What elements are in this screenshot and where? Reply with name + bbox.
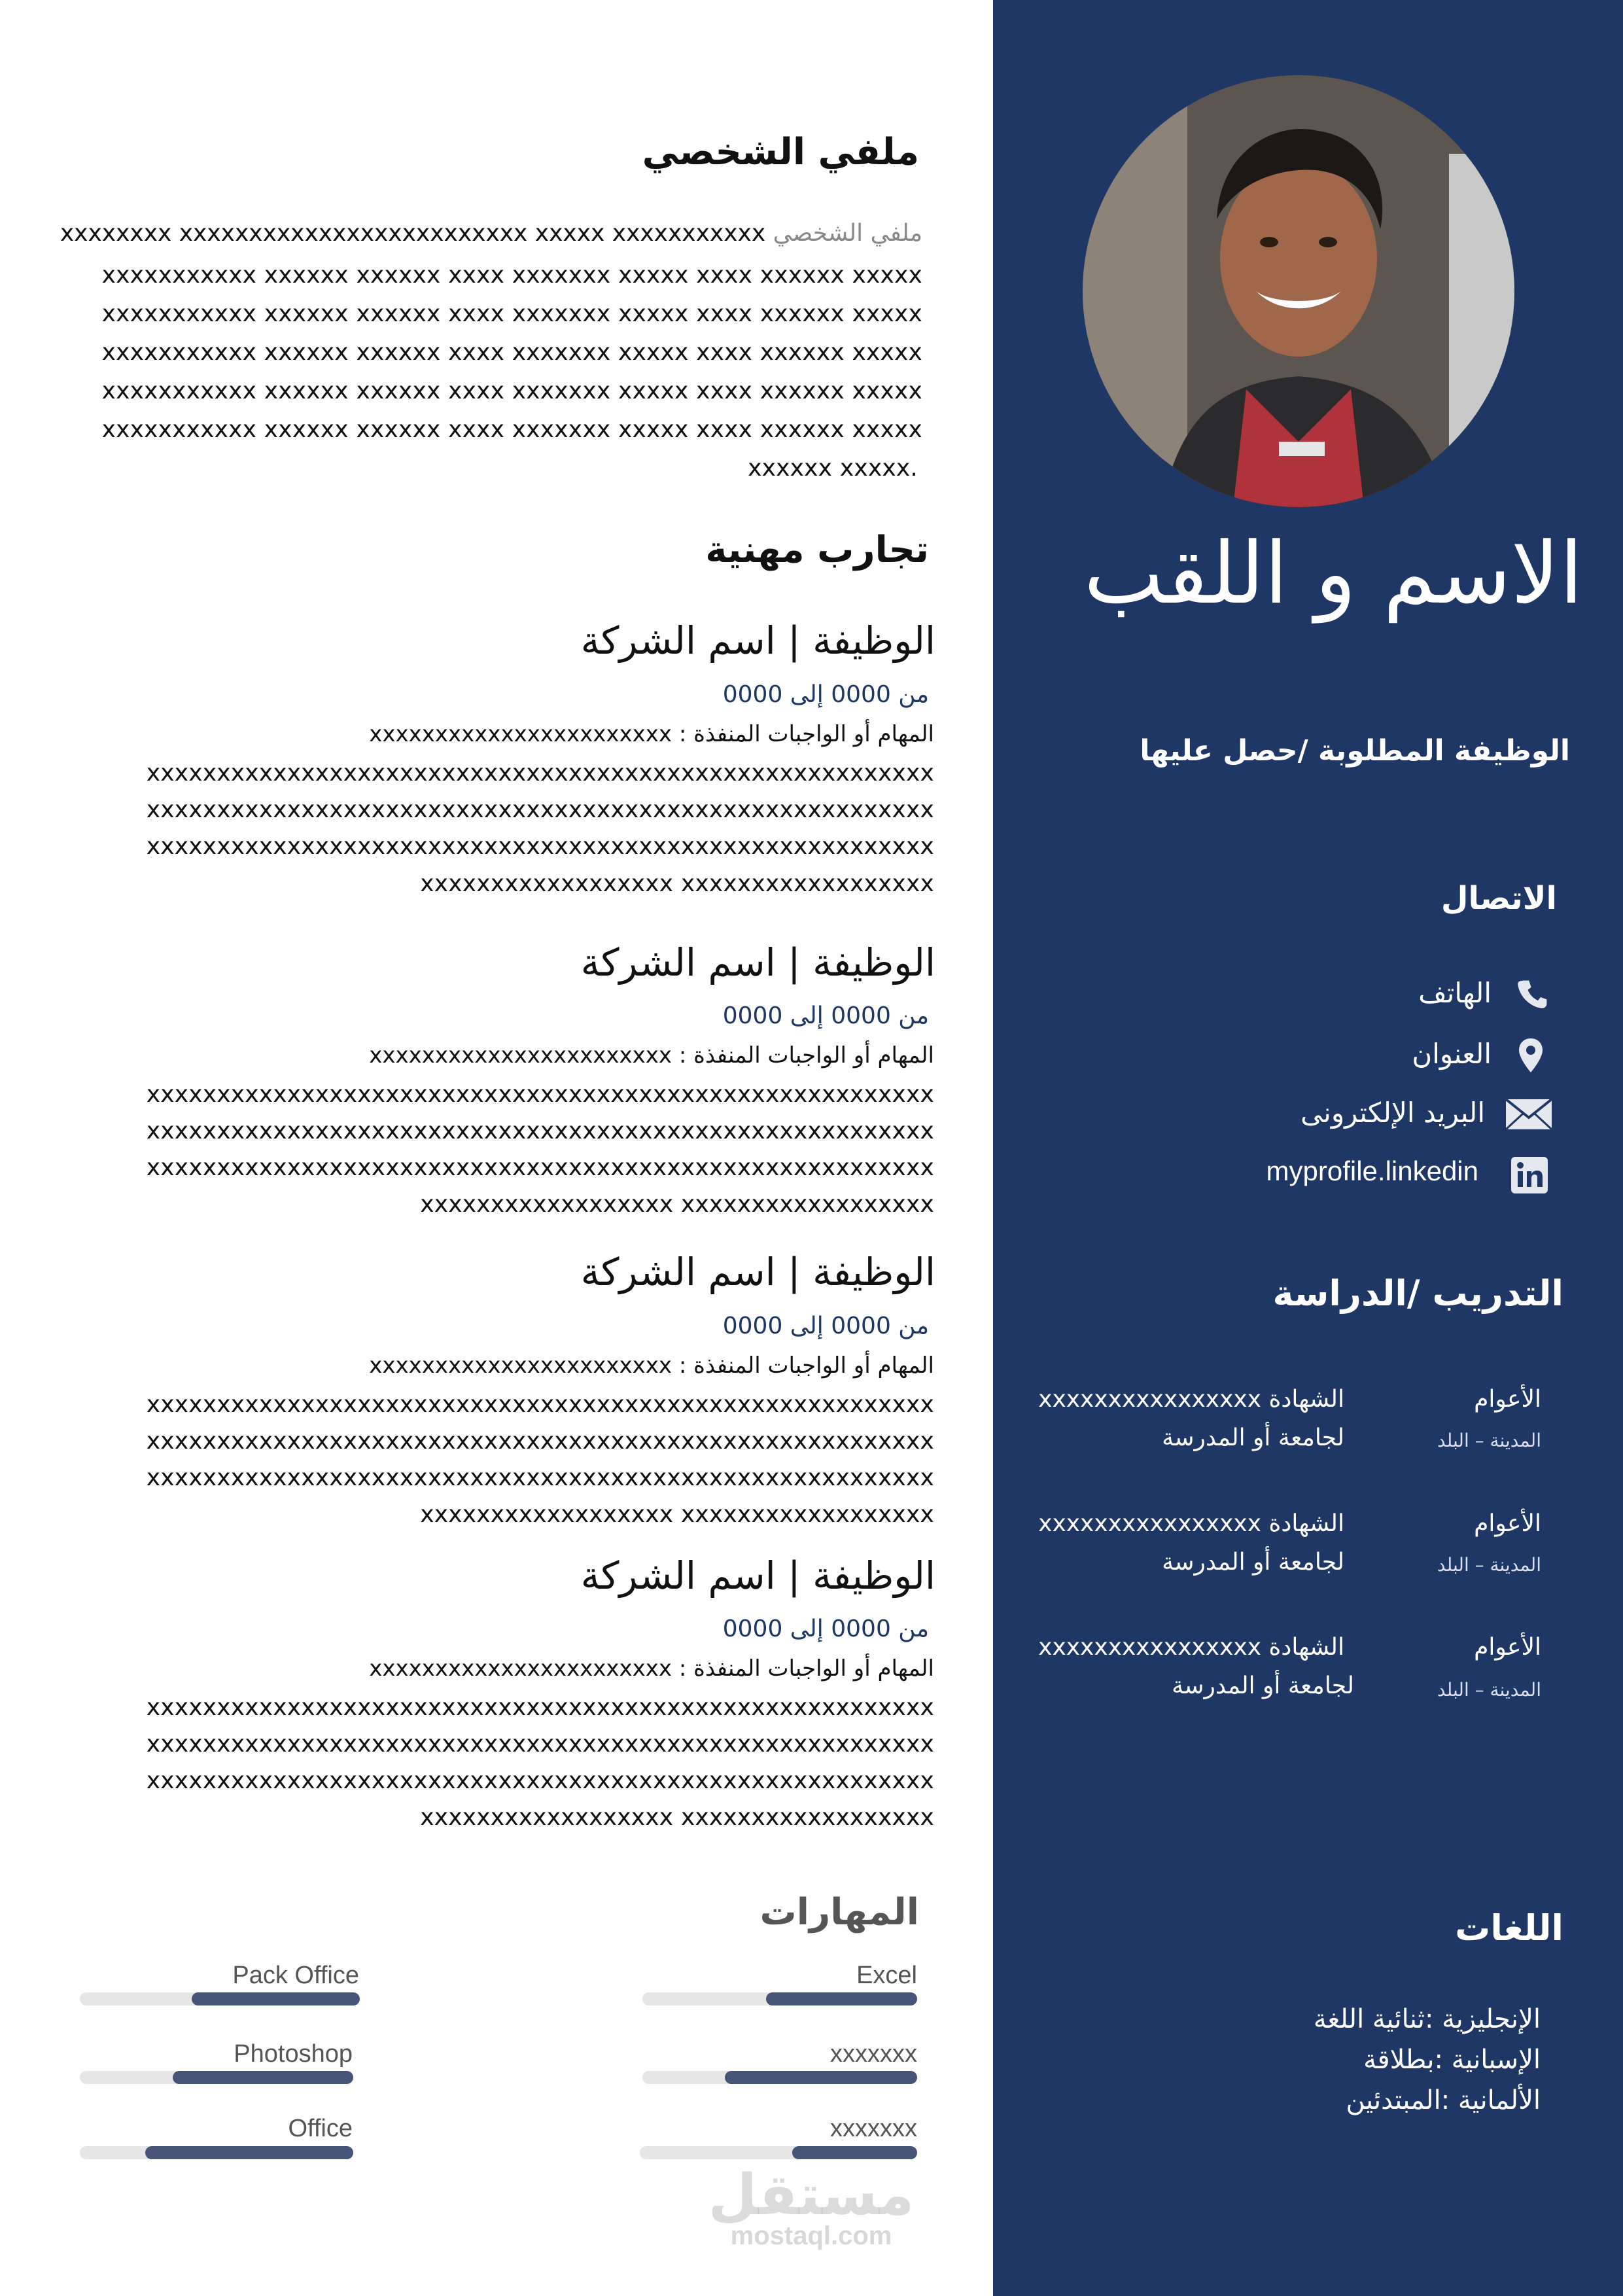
job-date: من 0000 إلى 0000 — [722, 1616, 929, 1642]
skills-heading: المهارات — [759, 1891, 919, 1934]
linkedin-label: myprofile.linkedin — [1266, 1156, 1478, 1186]
profile-line: xxxxxxxxxxx xxxxxx xxxxxx xxxx xxxxxxx xxxxx xxxx xxxxxx xxxxx — [101, 339, 922, 366]
job-line: xxxxxxxxxxxxxxxxxxxxxxxxxxxxxxxxxxxxxxxxxxxxxxxxxxxxxxxx — [146, 1731, 934, 1757]
education-years: الأعوام — [1474, 1510, 1541, 1537]
phone-icon — [1511, 975, 1550, 1014]
job-title: الوظيفة | اسم الشركة — [580, 1250, 935, 1294]
job-line: xxxxxxxxxxxxxxxxxx xxxxxxxxxxxxxxxxxx — [420, 1501, 934, 1528]
skill-label: Excel — [856, 1962, 917, 1989]
job-line: xxxxxxxxxxxxxxxxxxxxxxxxxxxxxxxxxxxxxxxxxxxxxxxxxxxxxxxx — [146, 1154, 934, 1181]
skill-bar-fill — [792, 2146, 917, 2159]
job-title: الوظيفة | اسم الشركة — [580, 618, 935, 663]
education-heading: التدريب /الدراسة — [1272, 1273, 1563, 1314]
job-date: من 0000 إلى 0000 — [722, 1313, 929, 1339]
skill-bar-track — [642, 1992, 917, 2005]
job-date: من 0000 إلى 0000 — [722, 1002, 929, 1029]
job-task: المهام أو الواجبات المنفذة : xxxxxxxxxxxxxxxxxxxxxxx — [369, 721, 934, 747]
education-degree: الشهادة xxxxxxxxxxxxxxxx — [1038, 1510, 1344, 1537]
contact-linkedin — [1204, 1150, 1557, 1196]
skill-bar-track — [80, 2071, 353, 2084]
profile-line: xxxxxxxxxxx xxxxxx xxxxxx xxxx xxxxxxx xxxxx xxxx xxxxxx xxxxx — [101, 300, 922, 327]
job-line: xxxxxxxxxxxxxxxxxxxxxxxxxxxxxxxxxxxxxxxxxxxxxxxxxxxxxxxx — [146, 760, 934, 786]
education-degree: الشهادة xxxxxxxxxxxxxxxx — [1038, 1634, 1344, 1661]
watermark-domain: mostaql.com — [730, 2221, 892, 2250]
education-degree: الشهادة xxxxxxxxxxxxxxxx — [1038, 1386, 1344, 1413]
job-line: xxxxxxxxxxxxxxxxxxxxxxxxxxxxxxxxxxxxxxxxxxxxxxxxxxxxxxxx — [146, 1391, 934, 1418]
email-label: البريد الإلكترونى — [1300, 1097, 1485, 1129]
contact-heading: الاتصال — [1440, 880, 1557, 917]
job-title: الوظيفة | اسم الشركة — [580, 940, 935, 985]
job-task: المهام أو الواجبات المنفذة : xxxxxxxxxxxxxxxxxxxxxxx — [369, 1042, 934, 1069]
job-date: من 0000 إلى 0000 — [722, 681, 929, 708]
profile-first-line — [60, 220, 922, 247]
profile-heading: ملفي الشخصي — [642, 131, 919, 173]
job-line: xxxxxxxxxxxxxxxxxxxxxxxxxxxxxxxxxxxxxxxxxxxxxxxxxxxxxxxx — [146, 1428, 934, 1455]
skill-bar-fill — [766, 1992, 917, 2005]
education-school: لجامعة أو المدرسة — [1162, 1424, 1344, 1451]
contact-address — [1204, 1033, 1557, 1078]
language-item: الإسبانية :بطلاقة — [1363, 2045, 1541, 2075]
job-line: xxxxxxxxxxxxxxxxxxxxxxxxxxxxxxxxxxxxxxxxxxxxxxxxxxxxxxxx — [146, 1694, 934, 1721]
watermark-brand: مستقل — [708, 2163, 915, 2228]
skill-bar-track — [640, 2146, 917, 2159]
profile-line: xxxxxx xxxxx. — [748, 455, 918, 482]
job-title: الوظيفة | اسم الشركة — [580, 1553, 935, 1598]
education-school: لجامعة أو المدرسة — [1162, 1549, 1344, 1576]
language-item: الإنجليزية :ثنائية اللغة — [1313, 2004, 1541, 2034]
job-line: xxxxxxxxxxxxxxxxxxxxxxxxxxxxxxxxxxxxxxxxxxxxxxxxxxxxxxxx — [146, 796, 934, 823]
education-school: لجامعة أو المدرسة — [1172, 1672, 1354, 1699]
skill-label: xxxxxxx — [830, 2115, 917, 2142]
job-line: xxxxxxxxxxxxxxxxxxxxxxxxxxxxxxxxxxxxxxxxxxxxxxxxxxxxxxxx — [146, 1767, 934, 1794]
portrait-image — [1083, 75, 1514, 507]
contact-email — [1204, 1091, 1557, 1137]
skill-bar-fill — [145, 2146, 353, 2159]
profile-line: xxxxxxxxxxx xxxxxx xxxxxx xxxx xxxxxxx xxxxx xxxx xxxxxx xxxxx — [101, 416, 922, 443]
skill-bar-fill — [725, 2071, 917, 2084]
candidate-job-title: الوظيفة المطلوبة /حصل عليها — [1140, 734, 1570, 768]
profile-line: xxxxxxxxxxx xxxxxx xxxxxx xxxx xxxxxxx xxxxx xxxx xxxxxx xxxxx — [101, 262, 922, 289]
candidate-name: الاسم و اللقب — [1083, 523, 1583, 623]
contact-phone — [1204, 972, 1557, 1017]
job-line: xxxxxxxxxxxxxxxxxxxxxxxxxxxxxxxxxxxxxxxxxxxxxxxxxxxxxxxx — [146, 1464, 934, 1491]
skill-bar-track — [642, 2071, 917, 2084]
skill-label: Pack Office — [232, 1962, 359, 1989]
education-years: الأعوام — [1474, 1634, 1541, 1661]
linkedin-icon — [1511, 1157, 1548, 1193]
skill-label: Office — [288, 2115, 353, 2142]
language-item: الألمانية :المبتدئين — [1346, 2085, 1541, 2115]
profile-line: xxxxxxxxxxx xxxxxx xxxxxx xxxx xxxxxxx xxxxx xxxx xxxxxx xxxxx — [101, 378, 922, 404]
profile-photo — [1083, 75, 1514, 507]
job-task: المهام أو الواجبات المنفذة : xxxxxxxxxxxxxxxxxxxxxxx — [369, 1352, 934, 1379]
job-line: xxxxxxxxxxxxxxxxxx xxxxxxxxxxxxxxxxxx — [420, 1191, 934, 1218]
job-line: xxxxxxxxxxxxxxxxxx xxxxxxxxxxxxxxxxxx — [420, 1804, 934, 1831]
education-years: الأعوام — [1474, 1386, 1541, 1413]
skill-bar-track — [80, 2146, 353, 2159]
languages-heading: اللغات — [1455, 1907, 1563, 1949]
phone-label: الهاتف — [1418, 977, 1492, 1009]
address-label: العنوان — [1412, 1038, 1492, 1070]
profile-line: xxxxxxxx xxxxxxxxxxxxxxxxxxxxxxxxx xxxxx xxxxxxxxxxx — [60, 220, 766, 247]
job-task: المهام أو الواجبات المنفذة : xxxxxxxxxxxxxxxxxxxxxxx — [369, 1655, 934, 1682]
experience-heading: تجارب مهنية — [705, 529, 929, 571]
education-city: المدينة – البلد — [1437, 1679, 1541, 1701]
skill-bar-fill — [173, 2071, 353, 2084]
education-city: المدينة – البلد — [1437, 1430, 1541, 1451]
job-line: xxxxxxxxxxxxxxxxxxxxxxxxxxxxxxxxxxxxxxxxxxxxxxxxxxxxxxxx — [146, 1118, 934, 1144]
job-line: xxxxxxxxxxxxxxxxxxxxxxxxxxxxxxxxxxxxxxxxxxxxxxxxxxxxxxxx — [146, 833, 934, 860]
education-city: المدينة – البلد — [1437, 1554, 1541, 1576]
skill-label: Photoshop — [234, 2040, 353, 2068]
profile-lead: ملفي الشخصي — [773, 220, 922, 247]
location-pin-icon — [1511, 1036, 1550, 1075]
job-line: xxxxxxxxxxxxxxxxxx xxxxxxxxxxxxxxxxxx — [420, 870, 934, 897]
envelope-icon — [1505, 1097, 1553, 1132]
skill-bar-fill — [192, 1992, 360, 2005]
skill-label: xxxxxxx — [830, 2040, 917, 2068]
skill-bar-track — [80, 1992, 360, 2005]
job-line: xxxxxxxxxxxxxxxxxxxxxxxxxxxxxxxxxxxxxxxxxxxxxxxxxxxxxxxx — [146, 1081, 934, 1108]
